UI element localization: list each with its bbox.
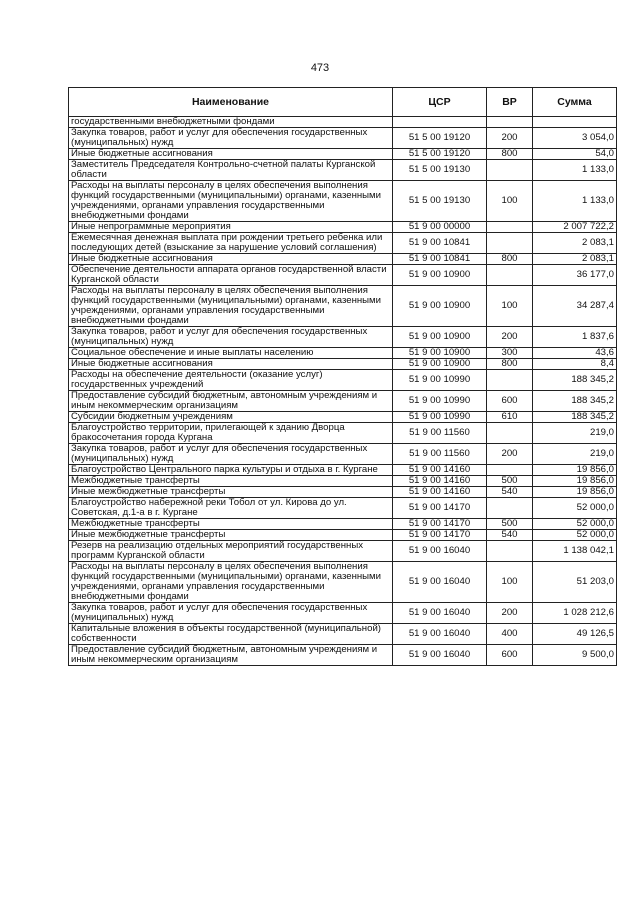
table-row — [69, 117, 617, 128]
row-sum-cell: 19 856,0 — [533, 476, 617, 487]
table-row — [69, 128, 617, 149]
row-vr-cell: 200 — [487, 444, 533, 465]
row-vr-cell — [487, 370, 533, 391]
row-name-cell: Благоустройство набережной реки Тобол от ул. Кирова до ул. Советская, д.1-а в г. Кургане — [69, 498, 393, 519]
row-csr-cell — [393, 117, 487, 128]
row-sum-cell: 43,6 — [533, 348, 617, 359]
row-sum-cell — [533, 117, 617, 128]
column-header-vr: ВР — [487, 88, 533, 117]
table-row — [69, 327, 617, 348]
row-sum-cell: 19 856,0 — [533, 487, 617, 498]
table-row — [69, 423, 617, 444]
row-vr-cell: 100 — [487, 562, 533, 603]
table-row — [69, 465, 617, 476]
row-name-cell: Социальное обеспечение и иные выплаты населению — [69, 348, 393, 359]
row-vr-cell: 200 — [487, 603, 533, 624]
table-row — [69, 530, 617, 541]
row-vr-cell: 800 — [487, 149, 533, 160]
row-csr-cell: 51 9 00 16040 — [393, 624, 487, 645]
row-csr-cell: 51 5 00 19130 — [393, 181, 487, 222]
row-vr-cell: 610 — [487, 412, 533, 423]
table-row — [69, 541, 617, 562]
budget-table — [68, 87, 617, 666]
row-name-cell: Резерв на реализацию отдельных мероприятий государственных программ Курганской области — [69, 541, 393, 562]
row-vr-cell: 400 — [487, 624, 533, 645]
row-name-cell: Иные межбюджетные трансферты — [69, 487, 393, 498]
row-vr-cell — [487, 498, 533, 519]
row-name-cell: Обеспечение деятельности аппарата органов государственной власти Курганской области — [69, 265, 393, 286]
row-vr-cell — [487, 233, 533, 254]
row-name-cell: Межбюджетные трансферты — [69, 476, 393, 487]
table-row — [69, 391, 617, 412]
table-row — [69, 149, 617, 160]
row-name-cell: Иные межбюджетные трансферты — [69, 530, 393, 541]
row-sum-cell: 19 856,0 — [533, 465, 617, 476]
row-vr-cell: 600 — [487, 391, 533, 412]
row-vr-cell: 200 — [487, 327, 533, 348]
column-header-name: Наименование — [69, 88, 393, 117]
row-sum-cell: 219,0 — [533, 423, 617, 444]
column-header-csr: ЦСР — [393, 88, 487, 117]
row-name-cell: Ежемесячная денежная выплата при рождении третьего ребенка или последующих детей (взыскание за нарушение условий соглашения) — [69, 233, 393, 254]
row-sum-cell: 2 007 722,2 — [533, 222, 617, 233]
row-name-cell: Благоустройство территории, прилегающей к зданию Дворца бракосочетания города Кургана — [69, 423, 393, 444]
row-vr-cell — [487, 265, 533, 286]
row-sum-cell: 1 133,0 — [533, 181, 617, 222]
row-sum-cell: 2 083,1 — [533, 233, 617, 254]
row-sum-cell: 51 203,0 — [533, 562, 617, 603]
table-row — [69, 498, 617, 519]
row-name-cell: Расходы на выплаты персоналу в целях обеспечения выполнения функций государственными (муниципальными) органами, казенными учреждениями, органами управления государственными внебюджетными фондами — [69, 286, 393, 327]
row-csr-cell: 51 9 00 16040 — [393, 562, 487, 603]
row-vr-cell: 540 — [487, 530, 533, 541]
row-vr-cell — [487, 222, 533, 233]
table-row — [69, 286, 617, 327]
row-vr-cell — [487, 117, 533, 128]
row-csr-cell: 51 5 00 19120 — [393, 149, 487, 160]
row-csr-cell: 51 9 00 16040 — [393, 645, 487, 666]
row-csr-cell: 51 9 00 16040 — [393, 603, 487, 624]
row-sum-cell: 2 083,1 — [533, 254, 617, 265]
table-row — [69, 222, 617, 233]
row-vr-cell — [487, 160, 533, 181]
row-vr-cell — [487, 423, 533, 444]
row-vr-cell: 300 — [487, 348, 533, 359]
row-sum-cell: 8,4 — [533, 359, 617, 370]
row-csr-cell: 51 9 00 00000 — [393, 222, 487, 233]
row-sum-cell: 1 133,0 — [533, 160, 617, 181]
row-sum-cell: 34 287,4 — [533, 286, 617, 327]
row-name-cell: Расходы на обеспечение деятельности (оказание услуг) государственных учреждений — [69, 370, 393, 391]
row-sum-cell: 1 138 042,1 — [533, 541, 617, 562]
row-csr-cell: 51 5 00 19120 — [393, 128, 487, 149]
row-csr-cell: 51 9 00 10900 — [393, 286, 487, 327]
table-row — [69, 233, 617, 254]
row-name-cell: Расходы на выплаты персоналу в целях обеспечения выполнения функций государственными (муниципальными) органами, казенными учреждениями, органами управления государственными внебюджетными фондами — [69, 181, 393, 222]
table-row — [69, 370, 617, 391]
page-number: 473 — [310, 62, 330, 74]
table-row — [69, 348, 617, 359]
row-sum-cell: 3 054,0 — [533, 128, 617, 149]
row-sum-cell: 1 028 212,6 — [533, 603, 617, 624]
table-row — [69, 562, 617, 603]
row-csr-cell: 51 9 00 14170 — [393, 498, 487, 519]
row-vr-cell: 800 — [487, 359, 533, 370]
table-row — [69, 412, 617, 423]
row-sum-cell: 52 000,0 — [533, 498, 617, 519]
row-name-cell: Капитальные вложения в объекты государственной (муниципальной) собственности — [69, 624, 393, 645]
row-name-cell: Благоустройство Центрального парка культуры и отдыха в г. Кургане — [69, 465, 393, 476]
row-vr-cell: 540 — [487, 487, 533, 498]
row-vr-cell: 100 — [487, 181, 533, 222]
row-csr-cell: 51 9 00 14170 — [393, 519, 487, 530]
row-vr-cell: 800 — [487, 254, 533, 265]
row-sum-cell: 49 126,5 — [533, 624, 617, 645]
table-header-row — [69, 88, 617, 117]
row-csr-cell: 51 9 00 14160 — [393, 487, 487, 498]
row-csr-cell: 51 9 00 10990 — [393, 370, 487, 391]
row-sum-cell: 36 177,0 — [533, 265, 617, 286]
row-sum-cell: 52 000,0 — [533, 519, 617, 530]
row-name-cell: Заместитель Председателя Контрольно-счетной палаты Курганской области — [69, 160, 393, 181]
table-row — [69, 265, 617, 286]
table-row — [69, 519, 617, 530]
row-name-cell: Субсидии бюджетным учреждениям — [69, 412, 393, 423]
row-name-cell: Предоставление субсидий бюджетным, автономным учреждениям и иным некоммерческим организациям — [69, 645, 393, 666]
row-vr-cell: 200 — [487, 128, 533, 149]
table-row — [69, 181, 617, 222]
row-csr-cell: 51 9 00 14160 — [393, 476, 487, 487]
row-name-cell: Закупка товаров, работ и услуг для обеспечения государственных (муниципальных) нужд — [69, 444, 393, 465]
row-name-cell: Иные бюджетные ассигнования — [69, 149, 393, 160]
table-row — [69, 359, 617, 370]
row-name-cell: государственными внебюджетными фондами — [69, 117, 393, 128]
row-vr-cell — [487, 465, 533, 476]
row-name-cell: Иные бюджетные ассигнования — [69, 359, 393, 370]
table-row — [69, 444, 617, 465]
row-csr-cell: 51 9 00 10990 — [393, 391, 487, 412]
table-row — [69, 645, 617, 666]
row-sum-cell: 9 500,0 — [533, 645, 617, 666]
table-row — [69, 487, 617, 498]
table-row — [69, 254, 617, 265]
table-row — [69, 603, 617, 624]
row-csr-cell: 51 9 00 10841 — [393, 254, 487, 265]
row-name-cell: Закупка товаров, работ и услуг для обеспечения государственных (муниципальных) нужд — [69, 603, 393, 624]
row-vr-cell — [487, 541, 533, 562]
table-row — [69, 160, 617, 181]
table-body — [69, 117, 617, 666]
row-name-cell: Закупка товаров, работ и услуг для обеспечения государственных (муниципальных) нужд — [69, 327, 393, 348]
row-csr-cell: 51 9 00 10990 — [393, 412, 487, 423]
row-csr-cell: 51 9 00 10841 — [393, 233, 487, 254]
row-vr-cell: 500 — [487, 476, 533, 487]
row-sum-cell: 1 837,6 — [533, 327, 617, 348]
row-csr-cell: 51 9 00 10900 — [393, 265, 487, 286]
row-sum-cell: 54,0 — [533, 149, 617, 160]
row-sum-cell: 188 345,2 — [533, 391, 617, 412]
row-sum-cell: 188 345,2 — [533, 412, 617, 423]
row-name-cell: Предоставление субсидий бюджетным, автономным учреждениям и иным некоммерческим организациям — [69, 391, 393, 412]
row-sum-cell: 188 345,2 — [533, 370, 617, 391]
table-row — [69, 624, 617, 645]
row-vr-cell: 600 — [487, 645, 533, 666]
row-csr-cell: 51 9 00 11560 — [393, 444, 487, 465]
row-csr-cell: 51 9 00 10900 — [393, 359, 487, 370]
row-csr-cell: 51 5 00 19130 — [393, 160, 487, 181]
row-vr-cell: 100 — [487, 286, 533, 327]
row-name-cell: Межбюджетные трансферты — [69, 519, 393, 530]
row-csr-cell: 51 9 00 14170 — [393, 530, 487, 541]
row-sum-cell: 52 000,0 — [533, 530, 617, 541]
table-row — [69, 476, 617, 487]
row-name-cell: Расходы на выплаты персоналу в целях обеспечения выполнения функций государственными (муниципальными) органами, казенными учреждениями, органами управления государственными внебюджетными фондами — [69, 562, 393, 603]
row-name-cell: Иные бюджетные ассигнования — [69, 254, 393, 265]
row-csr-cell: 51 9 00 16040 — [393, 541, 487, 562]
row-csr-cell: 51 9 00 10900 — [393, 348, 487, 359]
row-csr-cell: 51 9 00 14160 — [393, 465, 487, 476]
row-sum-cell: 219,0 — [533, 444, 617, 465]
row-name-cell: Иные непрограммные мероприятия — [69, 222, 393, 233]
row-vr-cell: 500 — [487, 519, 533, 530]
column-header-sum: Сумма — [533, 88, 617, 117]
row-csr-cell: 51 9 00 11560 — [393, 423, 487, 444]
row-csr-cell: 51 9 00 10900 — [393, 327, 487, 348]
row-name-cell: Закупка товаров, работ и услуг для обеспечения государственных (муниципальных) нужд — [69, 128, 393, 149]
